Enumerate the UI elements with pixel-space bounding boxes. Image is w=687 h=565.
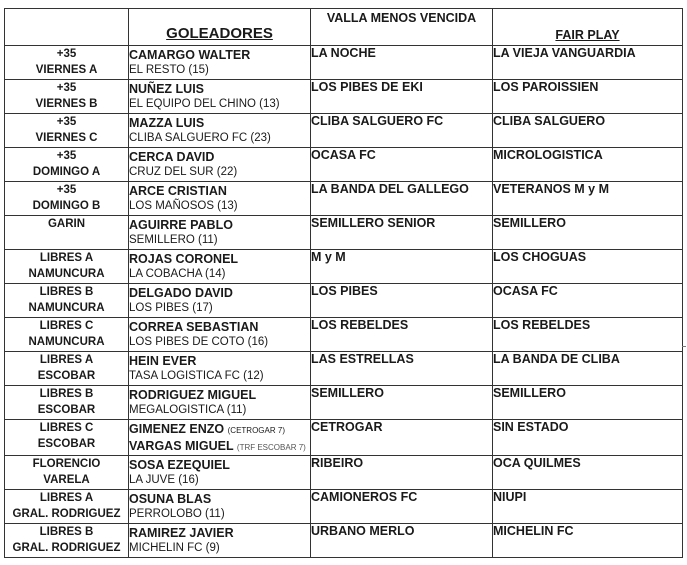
category-line-2: ESCOBAR [37,370,96,382]
scorer-team-text: LOS PIBES DE COTO (16) [129,336,269,348]
fair-play-cell: SIN ESTADO [493,420,683,456]
edge-tick [682,346,686,347]
scorer-name-text: CERCA DAVID [129,150,215,164]
scorer-cell [129,114,311,148]
category-cell [5,114,129,148]
scorer-team-text: MEGALOGISTICA (11) [129,404,247,416]
valla-cell: OCASA FC [311,148,493,182]
category-line-1: GARIN [47,218,86,230]
scorer-cell [129,456,311,490]
scorer-team-text: LA JUVE (16) [129,474,199,486]
scorer-name [129,386,310,403]
scorer-team-text: LOS MAÑOSOS (13) [129,200,238,212]
category-line-1: LIBRES B [39,388,94,400]
scorer-team-text: CLIBA SALGUERO FC (23) [129,132,271,144]
table-row [5,114,683,148]
scorer-name-text: AGUIRRE PABLO [129,218,233,232]
scorer-team [129,439,310,455]
valla-cell: M y M [311,250,493,284]
fair-play-cell: LA VIEJA VANGUARDIA [493,46,683,80]
goleadores-header [129,9,311,46]
category-line-1: LIBRES A [39,492,94,504]
scorer-name [129,524,310,541]
scorer-name-text: GIMENEZ ENZO [129,422,225,436]
fair-play-cell: VETERANOS M y M [493,182,683,216]
table-row [5,318,683,352]
scorer-name [129,250,310,267]
scorer-team [129,507,310,522]
table-row [5,216,683,250]
fair-play-cell: LOS CHOGUAS [493,250,683,284]
valla-cell: CLIBA SALGUERO FC [311,114,493,148]
valla-cell: URBANO MERLO [311,524,493,558]
scorer-team [129,541,310,556]
scorer-team [129,267,310,282]
category-line-2: NAMUNCURA [28,302,105,314]
category-line-1: +35 [56,116,77,128]
valla-header [311,9,493,46]
scorer-name [129,148,310,165]
scorer-name-text: SOSA EZEQUIEL [129,458,230,472]
scorer-name [129,216,310,233]
valla-cell: LOS PIBES DE EKI [311,80,493,114]
scorer-team [129,165,310,180]
scorer-name [129,182,310,199]
category-line-2: GRAL. RODRIGUEZ [12,542,121,554]
fair-play-cell: MICROLOGISTICA [493,148,683,182]
category-line-1: +35 [56,82,77,94]
category-line-1: LIBRES B [39,286,94,298]
category-cell [5,490,129,524]
category-line-1: +35 [56,150,77,162]
scorer-cell [129,148,311,182]
category-line-2: VARELA [43,474,90,486]
table-row [5,250,683,284]
scorer-team-note: (TRF ESCOBAR 7) [236,443,306,452]
category-line-2: NAMUNCURA [28,336,105,348]
scorer-name [129,490,310,507]
scorer-team [129,233,310,248]
header-row [5,9,683,46]
scorer-team [129,63,310,78]
scorer-name-text: ROJAS CORONEL [129,252,239,266]
valla-cell: LA NOCHE [311,46,493,80]
category-line-2: ESCOBAR [37,438,96,450]
scorer-cell [129,182,311,216]
category-cell [5,386,129,420]
scorer-name [129,352,310,369]
table-row [5,284,683,318]
category-line-2: DOMINGO A [32,166,101,178]
scorer-name [129,420,310,439]
table-row [5,80,683,114]
scorer-team-text: PERROLOBO (11) [129,508,225,520]
category-line-2: NAMUNCURA [28,268,105,280]
table-row [5,456,683,490]
category-line-1: LIBRES A [39,354,94,366]
scorer-cell [129,250,311,284]
table-row [5,352,683,386]
scorer-name-text: DELGADO DAVID [129,286,233,300]
scorer-name [129,80,310,97]
category-cell [5,148,129,182]
scorer-team [129,301,310,316]
scorer-name-text: MAZZA LUIS [129,116,205,130]
scorer-team-text: LOS PIBES (17) [129,302,213,314]
category-cell [5,182,129,216]
scorer-name-text: RODRIGUEZ MIGUEL [129,388,257,402]
valla-cell: SEMILLERO [311,386,493,420]
goleadores-header-label: GOLEADORES [166,25,273,42]
fair-play-cell: OCA QUILMES [493,456,683,490]
valla-cell: LA BANDA DEL GALLEGO [311,182,493,216]
fair-play-header [493,9,683,46]
scorer-name [129,318,310,335]
category-cell [5,46,129,80]
category-line-1: LIBRES C [39,320,94,332]
scorer-team [129,97,310,112]
category-cell [5,420,129,456]
scorer-team-text: EL RESTO (15) [129,64,209,76]
table-row [5,46,683,80]
category-cell [5,318,129,352]
category-cell [5,80,129,114]
fair-play-header-label: FAIR PLAY [555,28,620,42]
scorer-note: (CETROGAR 7) [227,426,285,435]
scorer-name-text: CORREA SEBASTIAN [129,320,259,334]
fair-play-cell: LA BANDA DE CLIBA [493,352,683,386]
scorer-cell [129,46,311,80]
valla-cell: RIBEIRO [311,456,493,490]
scorer-cell [129,490,311,524]
category-line-2: ESCOBAR [37,404,96,416]
category-cell [5,524,129,558]
scorer-name [129,456,310,473]
scorer-name-text: HEIN EVER [129,354,197,368]
scorer-team [129,199,310,214]
scorer-team [129,131,310,146]
valla-header-label: VALLA MENOS VENCIDA [326,11,477,25]
category-header [5,9,129,46]
valla-cell: LOS PIBES [311,284,493,318]
category-line-1: LIBRES B [39,526,94,538]
valla-cell: CAMIONEROS FC [311,490,493,524]
scorer-name [129,46,310,63]
scorer-cell [129,80,311,114]
scorer-team [129,335,310,350]
scorer-team-text: MICHELIN FC (9) [129,542,220,554]
valla-cell: SEMILLERO SENIOR [311,216,493,250]
fair-play-cell: MICHELIN FC [493,524,683,558]
table-row [5,182,683,216]
category-cell [5,216,129,250]
scorer-team-text: LA COBACHA (14) [129,268,226,280]
category-line-1: LIBRES C [39,422,94,434]
category-cell [5,456,129,490]
fair-play-cell: SEMILLERO [493,216,683,250]
scorer-name-text: OSUNA BLAS [129,492,212,506]
category-cell [5,250,129,284]
scorer-name-text: CAMARGO WALTER [129,48,251,62]
category-line-2: VIERNES C [35,132,98,144]
scorer-team-text: SEMILLERO (11) [129,234,218,246]
scorer-cell [129,216,311,250]
category-cell [5,352,129,386]
scorer-team-text: EL EQUIPO DEL CHINO (13) [129,98,280,110]
fair-play-cell: CLIBA SALGUERO [493,114,683,148]
category-line-2: GRAL. RODRIGUEZ [12,508,121,520]
category-line-1: +35 [56,48,77,60]
table-row [5,148,683,182]
scorer-cell [129,386,311,420]
scorer-cell [129,352,311,386]
scorer-team-text: TASA LOGISTICA FC (12) [129,370,264,382]
table-row [5,524,683,558]
fair-play-cell: NIUPI [493,490,683,524]
category-line-2: VIERNES A [35,64,98,76]
valla-cell: CETROGAR [311,420,493,456]
scorer-cell [129,318,311,352]
table-row [5,490,683,524]
scorer-name-text: ARCE CRISTIAN [129,184,227,198]
scorer-team [129,403,310,418]
table-row [5,420,683,456]
fair-play-cell: LOS PAROISSIEN [493,80,683,114]
category-line-2: VIERNES B [35,98,98,110]
category-line-1: LIBRES A [39,252,94,264]
fair-play-cell: OCASA FC [493,284,683,318]
category-line-1: FLORENCIO [32,458,101,470]
category-line-1: +35 [56,184,77,196]
scorer-team-text: VARGAS MIGUEL [129,439,234,453]
scorer-cell [129,524,311,558]
awards-table [4,8,683,558]
scorer-name [129,284,310,301]
fair-play-cell: SEMILLERO [493,386,683,420]
category-cell [5,284,129,318]
scorer-team-text: CRUZ DEL SUR (22) [129,166,238,178]
scorer-name-text: RAMIREZ JAVIER [129,526,234,540]
valla-cell: LAS ESTRELLAS [311,352,493,386]
scorer-team [129,369,310,384]
scorer-cell [129,420,311,456]
scorer-name [129,114,310,131]
scorer-team [129,473,310,488]
valla-cell: LOS REBELDES [311,318,493,352]
fair-play-cell: LOS REBELDES [493,318,683,352]
category-line-2: DOMINGO B [32,200,101,212]
scorer-cell [129,284,311,318]
table-row [5,386,683,420]
scorer-name-text: NUÑEZ LUIS [129,82,204,96]
